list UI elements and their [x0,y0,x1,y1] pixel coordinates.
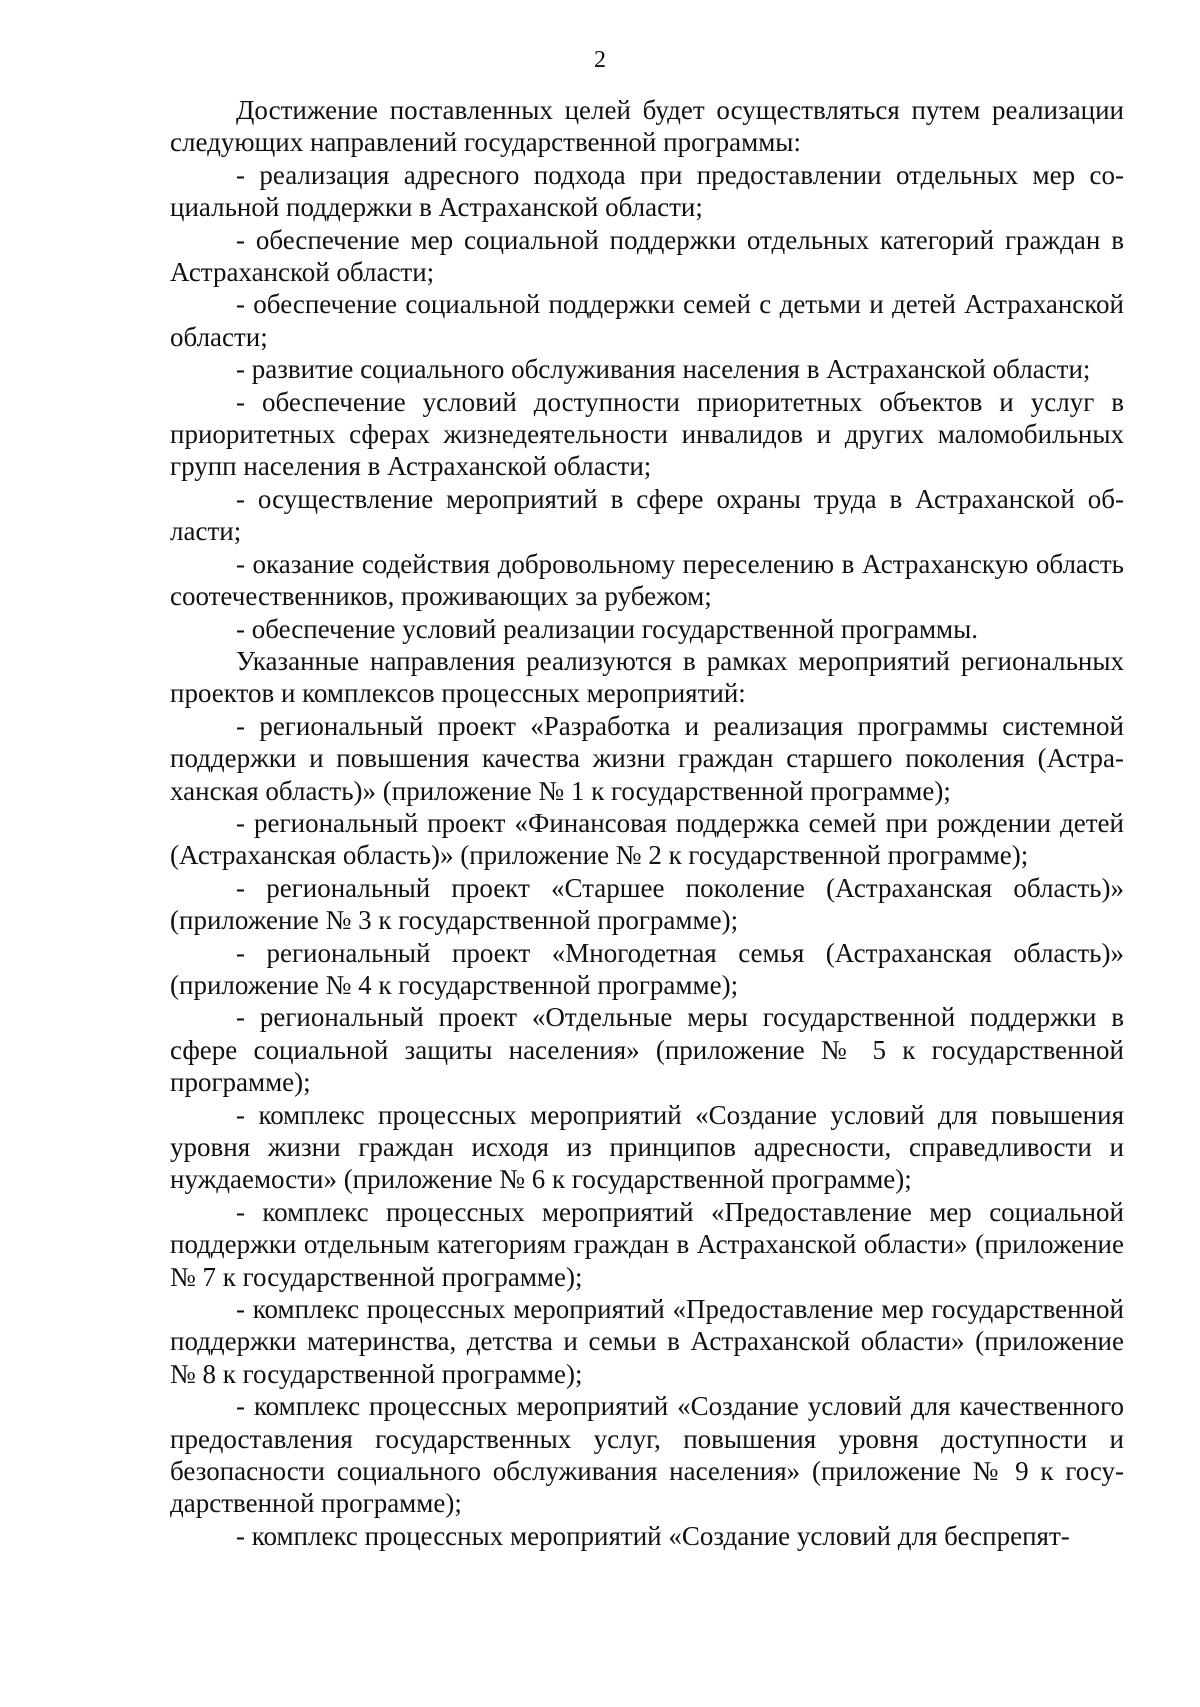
document-body [170,94,1124,1552]
list-item: - региональный проект «Старшее поколение (Астраханская область)» (приложение № 3 к государственной программе); [170,872,1124,936]
list-item: - обеспечение условий доступности приоритетных объектов и услуг в приоритетных сферах жизнедеятельности инвалидов и других маломобильных групп населения в Астраханской области; [170,386,1124,482]
list-item: - комплекс процессных мероприятий «Создание условий для беспрепят- [236,1520,1070,1551]
list-item: - комплекс процессных мероприятий «Предоставление мер государственной поддержки материнства, детства и семьи в Астраханской области» (приложение № 8 к государственной программе); [170,1294,1124,1389]
list-item: - осуществление мероприятий в сфере охраны труда в Астраханской области; [170,483,1124,547]
list-item: - региональный проект «Отдельные меры государственной поддержки в сфере социальной защиты населения» (приложение № 5 к государственной программе); [170,1002,1124,1098]
list-item: - региональный проект «Разработка и реализация программы системной поддержки и повышения качества жизни граждан старшего поколения (Астраханская область)» (приложение № 1 к государственной программе); [170,710,1124,806]
list-item: - обеспечение условий реализации государственной программы. [236,613,979,644]
paragraph: Указанные направления реализуются в рамках мероприятий региональных проектов и комплексов процессных мероприятий: [170,645,1124,709]
list-item: - региональный проект «Финансовая поддержка семей при рождении детей (Астраханская область)» (приложение № 2 к государственной программе); [170,807,1124,871]
list-item: - региональный проект «Многодетная семья (Астраханская область)» (приложение № 4 к государственной программе); [170,937,1124,1000]
list-item: - комплекс процессных мероприятий «Создание условий для качественного предоставления государственных услуг, повышения уровня доступности и безопасности социального обслуживания населения» (приложение № 9 к государственной программе); [170,1391,1124,1519]
list-item: - оказание содействия добровольному переселению в Астраханскую область соотечественников, проживающих за рубежом; [170,548,1124,612]
list-item: - реализация адресного подхода при предоставлении отдельных мер социальной поддержки в Астраханской области; [170,159,1124,223]
list-item: - комплекс процессных мероприятий «Создание условий для повышения уровня жизни граждан исходя из принципов адресности, справедливости и нуждаемости» (приложение № 6 к государственной программе); [170,1099,1124,1195]
paragraph: Достижение поставленных целей будет осуществляться путем реализации следующих направлений государственной программы: [170,95,1124,158]
list-item: - комплекс процессных мероприятий «Предоставление мер социальной поддержки отдельным категориям граждан в Астраханской области» (приложение № 7 к государственной программе); [170,1196,1124,1292]
list-item: - обеспечение социальной поддержки семей с детьми и детей Астраханской области; [170,289,1124,352]
list-item: - обеспечение мер социальной поддержки отдельных категорий граждан в Астраханской области; [170,224,1124,288]
page-number: 2 [594,47,606,73]
list-item: - развитие социального обслуживания населения в Астраханской области; [236,354,1091,385]
